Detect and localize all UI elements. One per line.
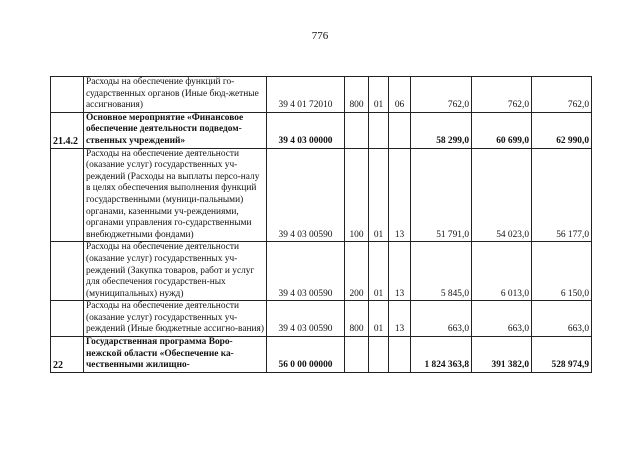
row-number bbox=[51, 77, 84, 113]
amount-year-2: 60 699,0 bbox=[472, 112, 532, 148]
subsection-code: 13 bbox=[389, 148, 411, 242]
subsection-code bbox=[389, 337, 411, 373]
amount-year-2: 391 382,0 bbox=[472, 337, 532, 373]
table-row bbox=[51, 112, 592, 148]
row-number bbox=[51, 301, 84, 337]
amount-year-1: 762,0 bbox=[411, 77, 472, 113]
row-description: Расходы на обеспечение деятельности (оказание услуг) государственных уч-реждений (Расходы на выплаты персо-налу в целях обеспечения выполнения функций государственными (муници-пальными) органами, казенными уч-реждениями, органами управления го-сударственными внебюджетными фондами) bbox=[84, 148, 267, 242]
amount-year-1: 663,0 bbox=[411, 301, 472, 337]
page-number: 776 bbox=[311, 30, 329, 42]
section-code bbox=[369, 337, 389, 373]
row-description: Расходы на обеспечение функций го-сударственных органов (Иные бюд-жетные ассигнования) bbox=[84, 77, 267, 113]
expense-type bbox=[345, 112, 369, 148]
target-code: 39 4 03 00590 bbox=[267, 242, 345, 301]
amount-year-1: 1 824 363,8 bbox=[411, 337, 472, 373]
subsection-code: 06 bbox=[389, 77, 411, 113]
expense-type: 800 bbox=[345, 301, 369, 337]
table-row bbox=[51, 301, 592, 337]
budget-table bbox=[50, 76, 592, 373]
row-description: Государственная программа Воро-нежской области «Обеспечение ка-чественными жилищно- bbox=[84, 337, 267, 373]
amount-year-2: 762,0 bbox=[472, 77, 532, 113]
target-code: 39 4 03 00590 bbox=[267, 301, 345, 337]
subsection-code: 13 bbox=[389, 242, 411, 301]
amount-year-3: 528 974,9 bbox=[532, 337, 592, 373]
expense-type: 800 bbox=[345, 77, 369, 113]
amount-year-3: 62 990,0 bbox=[532, 112, 592, 148]
amount-year-2: 6 013,0 bbox=[472, 242, 532, 301]
row-description: Основное мероприятие «Финансовое обеспечение деятельности подведом-ственных учреждений» bbox=[84, 112, 267, 148]
target-code: 39 4 01 72010 bbox=[267, 77, 345, 113]
amount-year-1: 51 791,0 bbox=[411, 148, 472, 242]
amount-year-3: 6 150,0 bbox=[532, 242, 592, 301]
amount-year-2: 663,0 bbox=[472, 301, 532, 337]
row-description: Расходы на обеспечение деятельности (оказание услуг) государственных уч-реждений (Закупка товаров, работ и услуг для обеспечения государствен-ных (муниципальных) нужд) bbox=[84, 242, 267, 301]
amount-year-1: 5 845,0 bbox=[411, 242, 472, 301]
expense-type: 100 bbox=[345, 148, 369, 242]
expense-type: 200 bbox=[345, 242, 369, 301]
row-number bbox=[51, 148, 84, 242]
row-number: 22 bbox=[51, 337, 84, 373]
target-code: 56 0 00 00000 bbox=[267, 337, 345, 373]
table-body bbox=[51, 77, 592, 373]
amount-year-3: 762,0 bbox=[532, 77, 592, 113]
row-number: 21.4.2 bbox=[51, 112, 84, 148]
section-code: 01 bbox=[369, 301, 389, 337]
section-code: 01 bbox=[369, 242, 389, 301]
amount-year-3: 663,0 bbox=[532, 301, 592, 337]
subsection-code bbox=[389, 112, 411, 148]
target-code: 39 4 03 00590 bbox=[267, 148, 345, 242]
table-row bbox=[51, 77, 592, 113]
section-code bbox=[369, 112, 389, 148]
row-number bbox=[51, 242, 84, 301]
amount-year-1: 58 299,0 bbox=[411, 112, 472, 148]
target-code: 39 4 03 00000 bbox=[267, 112, 345, 148]
row-description: Расходы на обеспечение деятельности (оказание услуг) государственных уч-реждений (Иные бюджетные ассигно-вания) bbox=[84, 301, 267, 337]
table-row bbox=[51, 148, 592, 242]
expense-type bbox=[345, 337, 369, 373]
table-row bbox=[51, 337, 592, 373]
table-row bbox=[51, 242, 592, 301]
amount-year-2: 54 023,0 bbox=[472, 148, 532, 242]
amount-year-3: 56 177,0 bbox=[532, 148, 592, 242]
section-code: 01 bbox=[369, 148, 389, 242]
section-code: 01 bbox=[369, 77, 389, 113]
subsection-code: 13 bbox=[389, 301, 411, 337]
